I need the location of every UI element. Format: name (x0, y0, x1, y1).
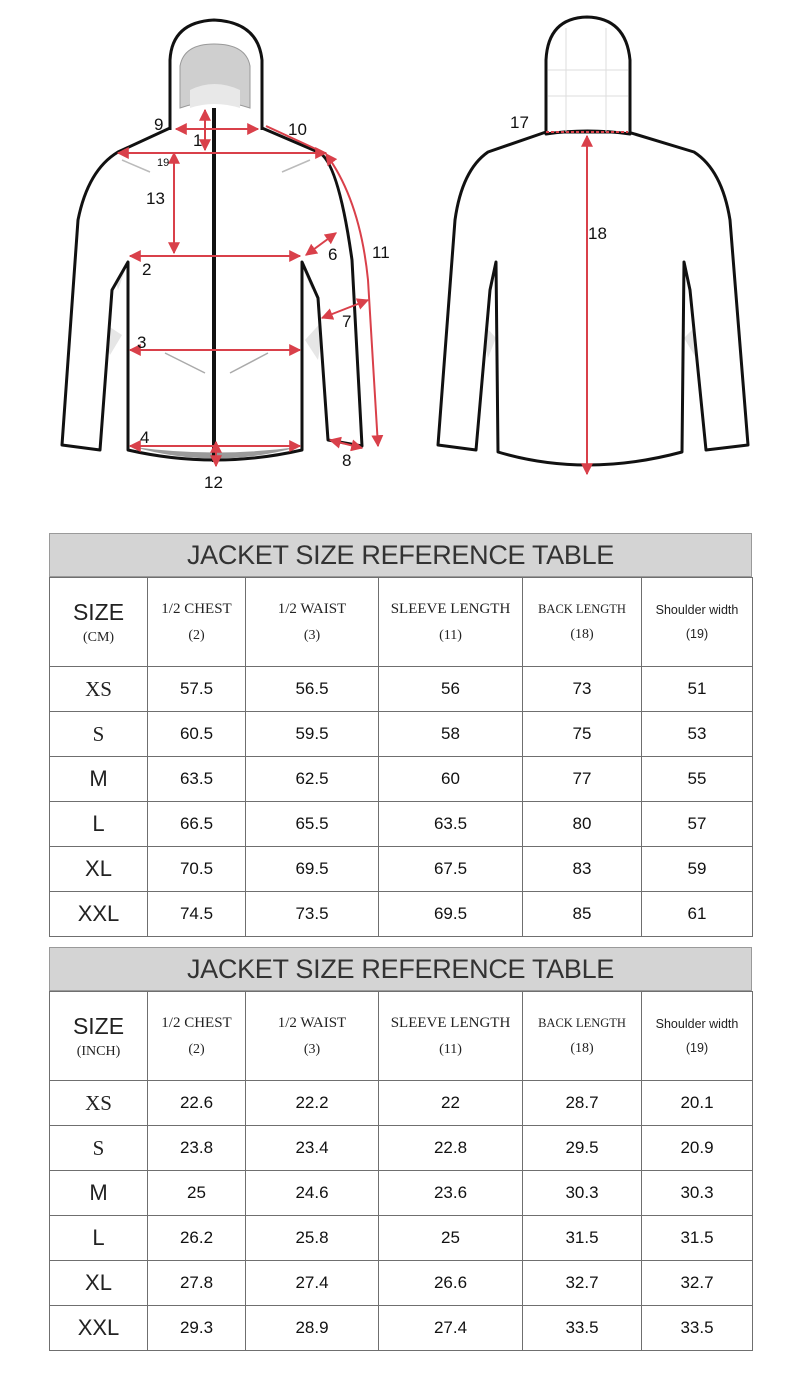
label-1: 1 (193, 131, 203, 150)
value-cell: 27.8 (148, 1261, 246, 1306)
value-cell: 25.8 (246, 1216, 379, 1261)
size-grid (49, 991, 753, 1351)
table-row (50, 1216, 753, 1261)
size-cell: XS (50, 667, 148, 712)
value-cell: 61 (642, 892, 753, 937)
col-header-back: BACK LENGTH (18) (523, 578, 642, 667)
size-table-cm (49, 533, 752, 937)
label-7: 7 (342, 312, 352, 331)
size-cell: S (50, 712, 148, 757)
label-11: 11 (372, 243, 390, 262)
size-cell: L (50, 1216, 148, 1261)
front-jacket-illustration (62, 20, 362, 462)
size-table-inch (49, 947, 752, 1351)
value-cell: 30.3 (642, 1171, 753, 1216)
value-cell: 23.4 (246, 1126, 379, 1171)
value-cell: 63.5 (148, 757, 246, 802)
label-12: 12 (204, 473, 223, 492)
value-cell: 77 (523, 757, 642, 802)
value-cell: 26.6 (379, 1261, 523, 1306)
value-cell: 59 (642, 847, 753, 892)
size-cell: M (50, 1171, 148, 1216)
label-13: 13 (146, 189, 165, 208)
label-4: 4 (140, 428, 150, 447)
value-cell: 22 (379, 1081, 523, 1126)
value-cell: 22.8 (379, 1126, 523, 1171)
size-header: SIZE (INCH) (50, 992, 148, 1081)
size-grid (49, 577, 753, 937)
value-cell: 83 (523, 847, 642, 892)
value-cell: 32.7 (642, 1261, 753, 1306)
value-cell: 24.6 (246, 1171, 379, 1216)
value-cell: 33.5 (523, 1306, 642, 1351)
table-row (50, 847, 753, 892)
col-header-shoulder: Shoulder width (19) (642, 992, 753, 1081)
value-cell: 51 (642, 667, 753, 712)
col-header-chest: 1/2 CHEST (2) (148, 992, 246, 1081)
value-cell: 60 (379, 757, 523, 802)
header-row (50, 578, 753, 667)
value-cell: 55 (642, 757, 753, 802)
label-2: 2 (142, 260, 152, 279)
table-title: JACKET SIZE REFERENCE TABLE (49, 533, 752, 577)
size-cell: S (50, 1126, 148, 1171)
col-header-waist: 1/2 WAIST (3) (246, 578, 379, 667)
value-cell: 73.5 (246, 892, 379, 937)
jacket-measurement-diagram (0, 0, 800, 510)
size-cell: XS (50, 1081, 148, 1126)
label-10: 10 (288, 120, 307, 139)
col-header-back: BACK LENGTH (18) (523, 992, 642, 1081)
value-cell: 28.7 (523, 1081, 642, 1126)
table-row (50, 1171, 753, 1216)
value-cell: 22.6 (148, 1081, 246, 1126)
value-cell: 57.5 (148, 667, 246, 712)
value-cell: 32.7 (523, 1261, 642, 1306)
value-cell: 22.2 (246, 1081, 379, 1126)
value-cell: 65.5 (246, 802, 379, 847)
value-cell: 27.4 (246, 1261, 379, 1306)
value-cell: 27.4 (379, 1306, 523, 1351)
value-cell: 69.5 (379, 892, 523, 937)
value-cell: 63.5 (379, 802, 523, 847)
label-6: 6 (328, 245, 338, 264)
table-row (50, 757, 753, 802)
value-cell: 23.6 (379, 1171, 523, 1216)
value-cell: 80 (523, 802, 642, 847)
value-cell: 31.5 (523, 1216, 642, 1261)
value-cell: 59.5 (246, 712, 379, 757)
value-cell: 29.5 (523, 1126, 642, 1171)
header-row (50, 992, 753, 1081)
value-cell: 31.5 (642, 1216, 753, 1261)
value-cell: 69.5 (246, 847, 379, 892)
value-cell: 58 (379, 712, 523, 757)
col-header-chest: 1/2 CHEST (2) (148, 578, 246, 667)
value-cell: 33.5 (642, 1306, 753, 1351)
value-cell: 30.3 (523, 1171, 642, 1216)
value-cell: 60.5 (148, 712, 246, 757)
value-cell: 75 (523, 712, 642, 757)
label-18: 18 (588, 224, 607, 243)
value-cell: 57 (642, 802, 753, 847)
value-cell: 53 (642, 712, 753, 757)
size-header: SIZE (CM) (50, 578, 148, 667)
table-row (50, 1261, 753, 1306)
table-title: JACKET SIZE REFERENCE TABLE (49, 947, 752, 991)
label-8: 8 (342, 451, 352, 470)
table-row (50, 802, 753, 847)
table-row (50, 1081, 753, 1126)
value-cell: 25 (148, 1171, 246, 1216)
size-cell: XXL (50, 892, 148, 937)
value-cell: 85 (523, 892, 642, 937)
value-cell: 74.5 (148, 892, 246, 937)
col-header-sleeve: SLEEVE LENGTH (11) (379, 992, 523, 1081)
value-cell: 56.5 (246, 667, 379, 712)
value-cell: 66.5 (148, 802, 246, 847)
size-cell: L (50, 802, 148, 847)
table-row (50, 1306, 753, 1351)
value-cell: 20.1 (642, 1081, 753, 1126)
label-17: 17 (510, 113, 529, 132)
col-header-sleeve: SLEEVE LENGTH (11) (379, 578, 523, 667)
value-cell: 23.8 (148, 1126, 246, 1171)
value-cell: 26.2 (148, 1216, 246, 1261)
value-cell: 29.3 (148, 1306, 246, 1351)
value-cell: 28.9 (246, 1306, 379, 1351)
size-cell: XL (50, 847, 148, 892)
size-cell: XL (50, 1261, 148, 1306)
table-row (50, 1126, 753, 1171)
table-row (50, 667, 753, 712)
value-cell: 73 (523, 667, 642, 712)
value-cell: 67.5 (379, 847, 523, 892)
size-cell: XXL (50, 1306, 148, 1351)
table-row (50, 892, 753, 937)
label-9: 9 (154, 115, 164, 134)
value-cell: 70.5 (148, 847, 246, 892)
size-cell: M (50, 757, 148, 802)
label-19: 19 (157, 157, 170, 169)
label-3: 3 (137, 333, 147, 352)
table-row (50, 712, 753, 757)
value-cell: 20.9 (642, 1126, 753, 1171)
col-header-waist: 1/2 WAIST (3) (246, 992, 379, 1081)
col-header-shoulder: Shoulder width (19) (642, 578, 753, 667)
value-cell: 62.5 (246, 757, 379, 802)
value-cell: 56 (379, 667, 523, 712)
value-cell: 25 (379, 1216, 523, 1261)
